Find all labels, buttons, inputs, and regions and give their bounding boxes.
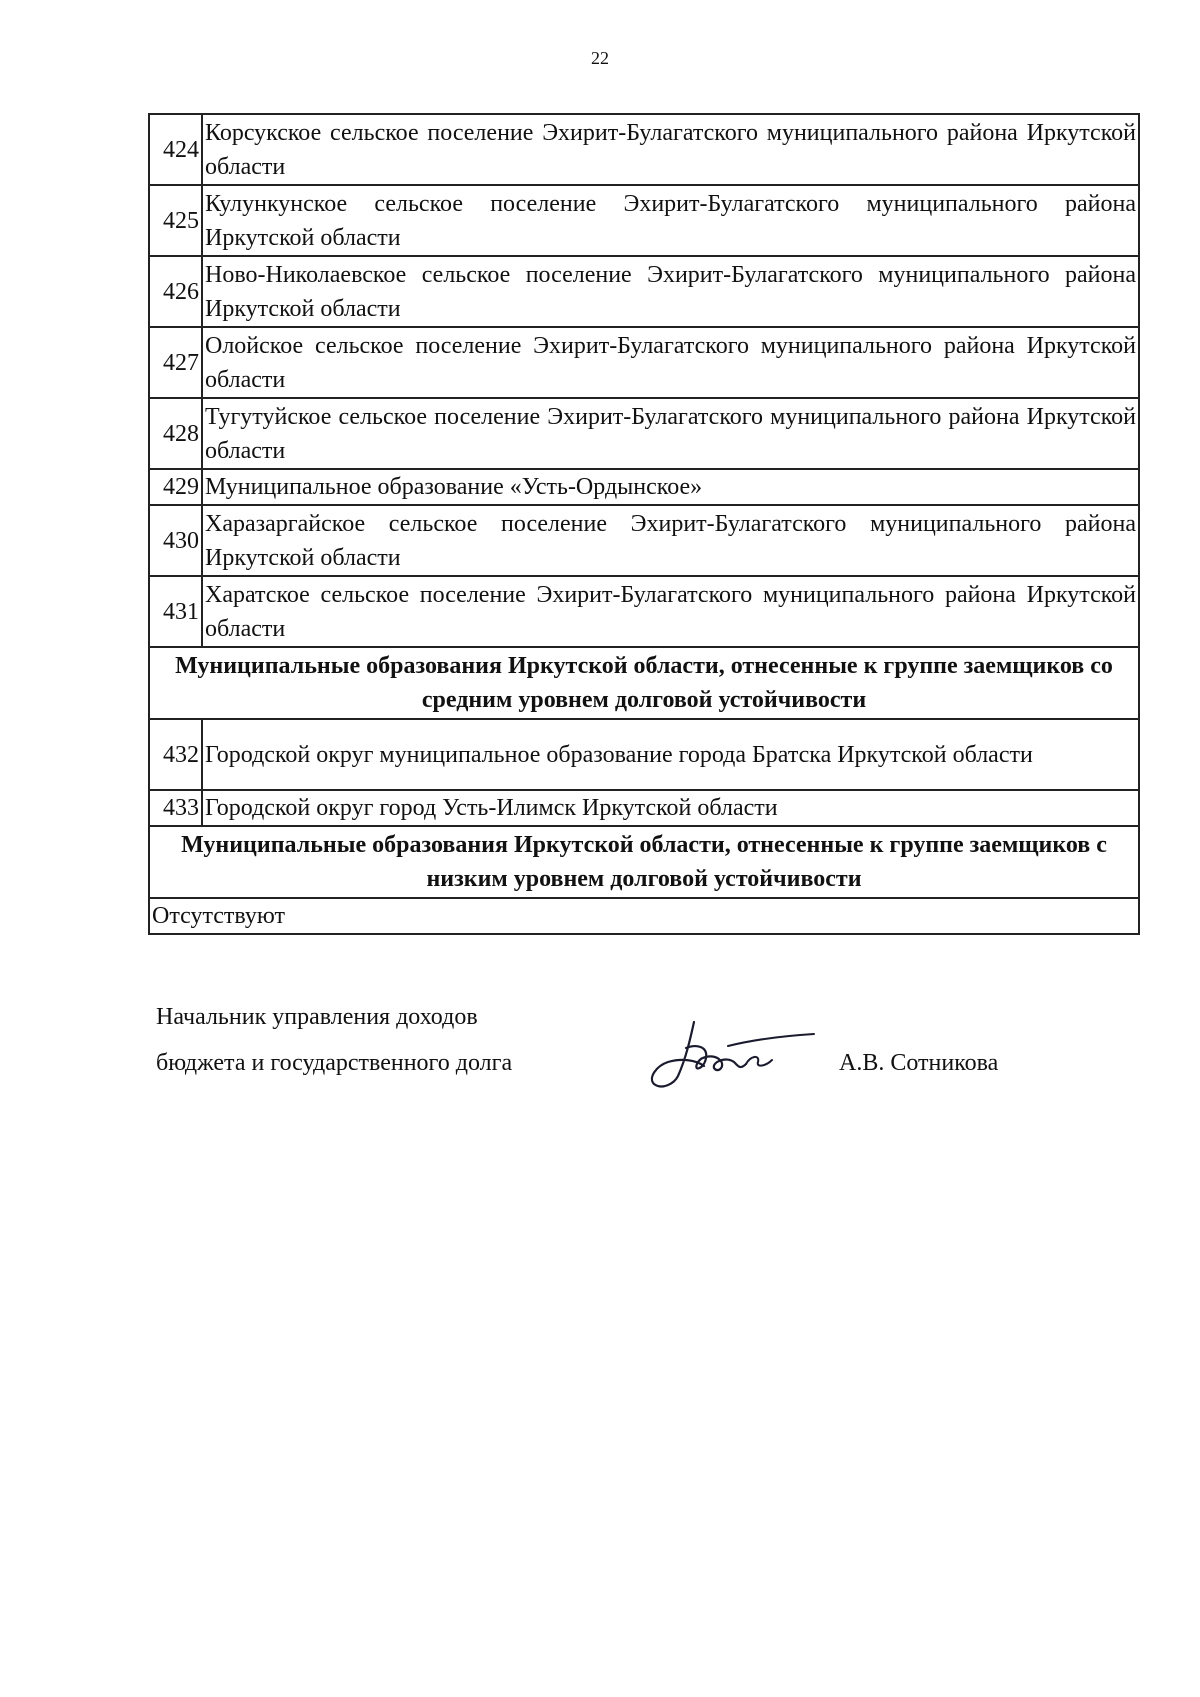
table-row	[149, 576, 1139, 647]
row-name: Городской округ город Усть-Илимск Иркутской области	[202, 790, 1139, 826]
table-row	[149, 114, 1139, 185]
group-low-heading: Муниципальные образования Иркутской области, отнесенные к группе заемщиков с низким уровнем долговой устойчивости	[149, 826, 1139, 898]
row-number: 429	[149, 469, 202, 505]
table-row	[149, 185, 1139, 256]
row-number: 428	[149, 398, 202, 469]
table-row	[149, 719, 1139, 790]
group-heading-row	[149, 647, 1139, 719]
row-name: Харазаргайское сельское поселение Эхирит-Булагатского муниципального района Иркутской области	[202, 505, 1139, 576]
signature-block	[156, 1000, 1056, 1110]
row-name: Тугутуйское сельское поселение Эхирит-Булагатского муниципального района Иркутской области	[202, 398, 1139, 469]
row-name: Ново-Николаевское сельское поселение Эхирит-Булагатского муниципального района Иркутской области	[202, 256, 1139, 327]
table-row	[149, 505, 1139, 576]
row-number: 432	[149, 719, 202, 790]
group-low-none: Отсутствуют	[149, 898, 1139, 934]
row-number: 431	[149, 576, 202, 647]
table-row	[149, 398, 1139, 469]
row-name: Олойское сельское поселение Эхирит-Булагатского муниципального района Иркутской области	[202, 327, 1139, 398]
signer-name: А.В. Сотникова	[839, 1050, 999, 1076]
handwritten-signature-icon	[642, 1010, 822, 1100]
table-row	[149, 790, 1139, 826]
table-row	[149, 256, 1139, 327]
row-number: 425	[149, 185, 202, 256]
row-number: 427	[149, 327, 202, 398]
page-number: 22	[591, 48, 609, 68]
table-row	[149, 469, 1139, 505]
row-number: 424	[149, 114, 202, 185]
group-medium-heading: Муниципальные образования Иркутской области, отнесенные к группе заемщиков со средним уровнем долговой устойчивости	[149, 647, 1139, 719]
row-number: 433	[149, 790, 202, 826]
row-number: 430	[149, 505, 202, 576]
row-name: Харатское сельское поселение Эхирит-Булагатского муниципального района Иркутской области	[202, 576, 1139, 647]
table-row	[149, 898, 1139, 934]
row-name: Кулункунское сельское поселение Эхирит-Булагатского муниципального района Иркутской области	[202, 185, 1139, 256]
municipal-registry-table	[148, 113, 1140, 935]
group-heading-row	[149, 826, 1139, 898]
row-number: 426	[149, 256, 202, 327]
signer-position-line2: бюджета и государственного долга	[156, 1050, 513, 1076]
table-row	[149, 327, 1139, 398]
row-name: Корсукское сельское поселение Эхирит-Булагатского муниципального района Иркутской области	[202, 114, 1139, 185]
signer-position-line1: Начальник управления доходов	[156, 1004, 478, 1030]
row-name: Муниципальное образование «Усть-Ордынское»	[202, 469, 1139, 505]
row-name: Городской округ муниципальное образование города Братска Иркутской области	[202, 719, 1139, 790]
